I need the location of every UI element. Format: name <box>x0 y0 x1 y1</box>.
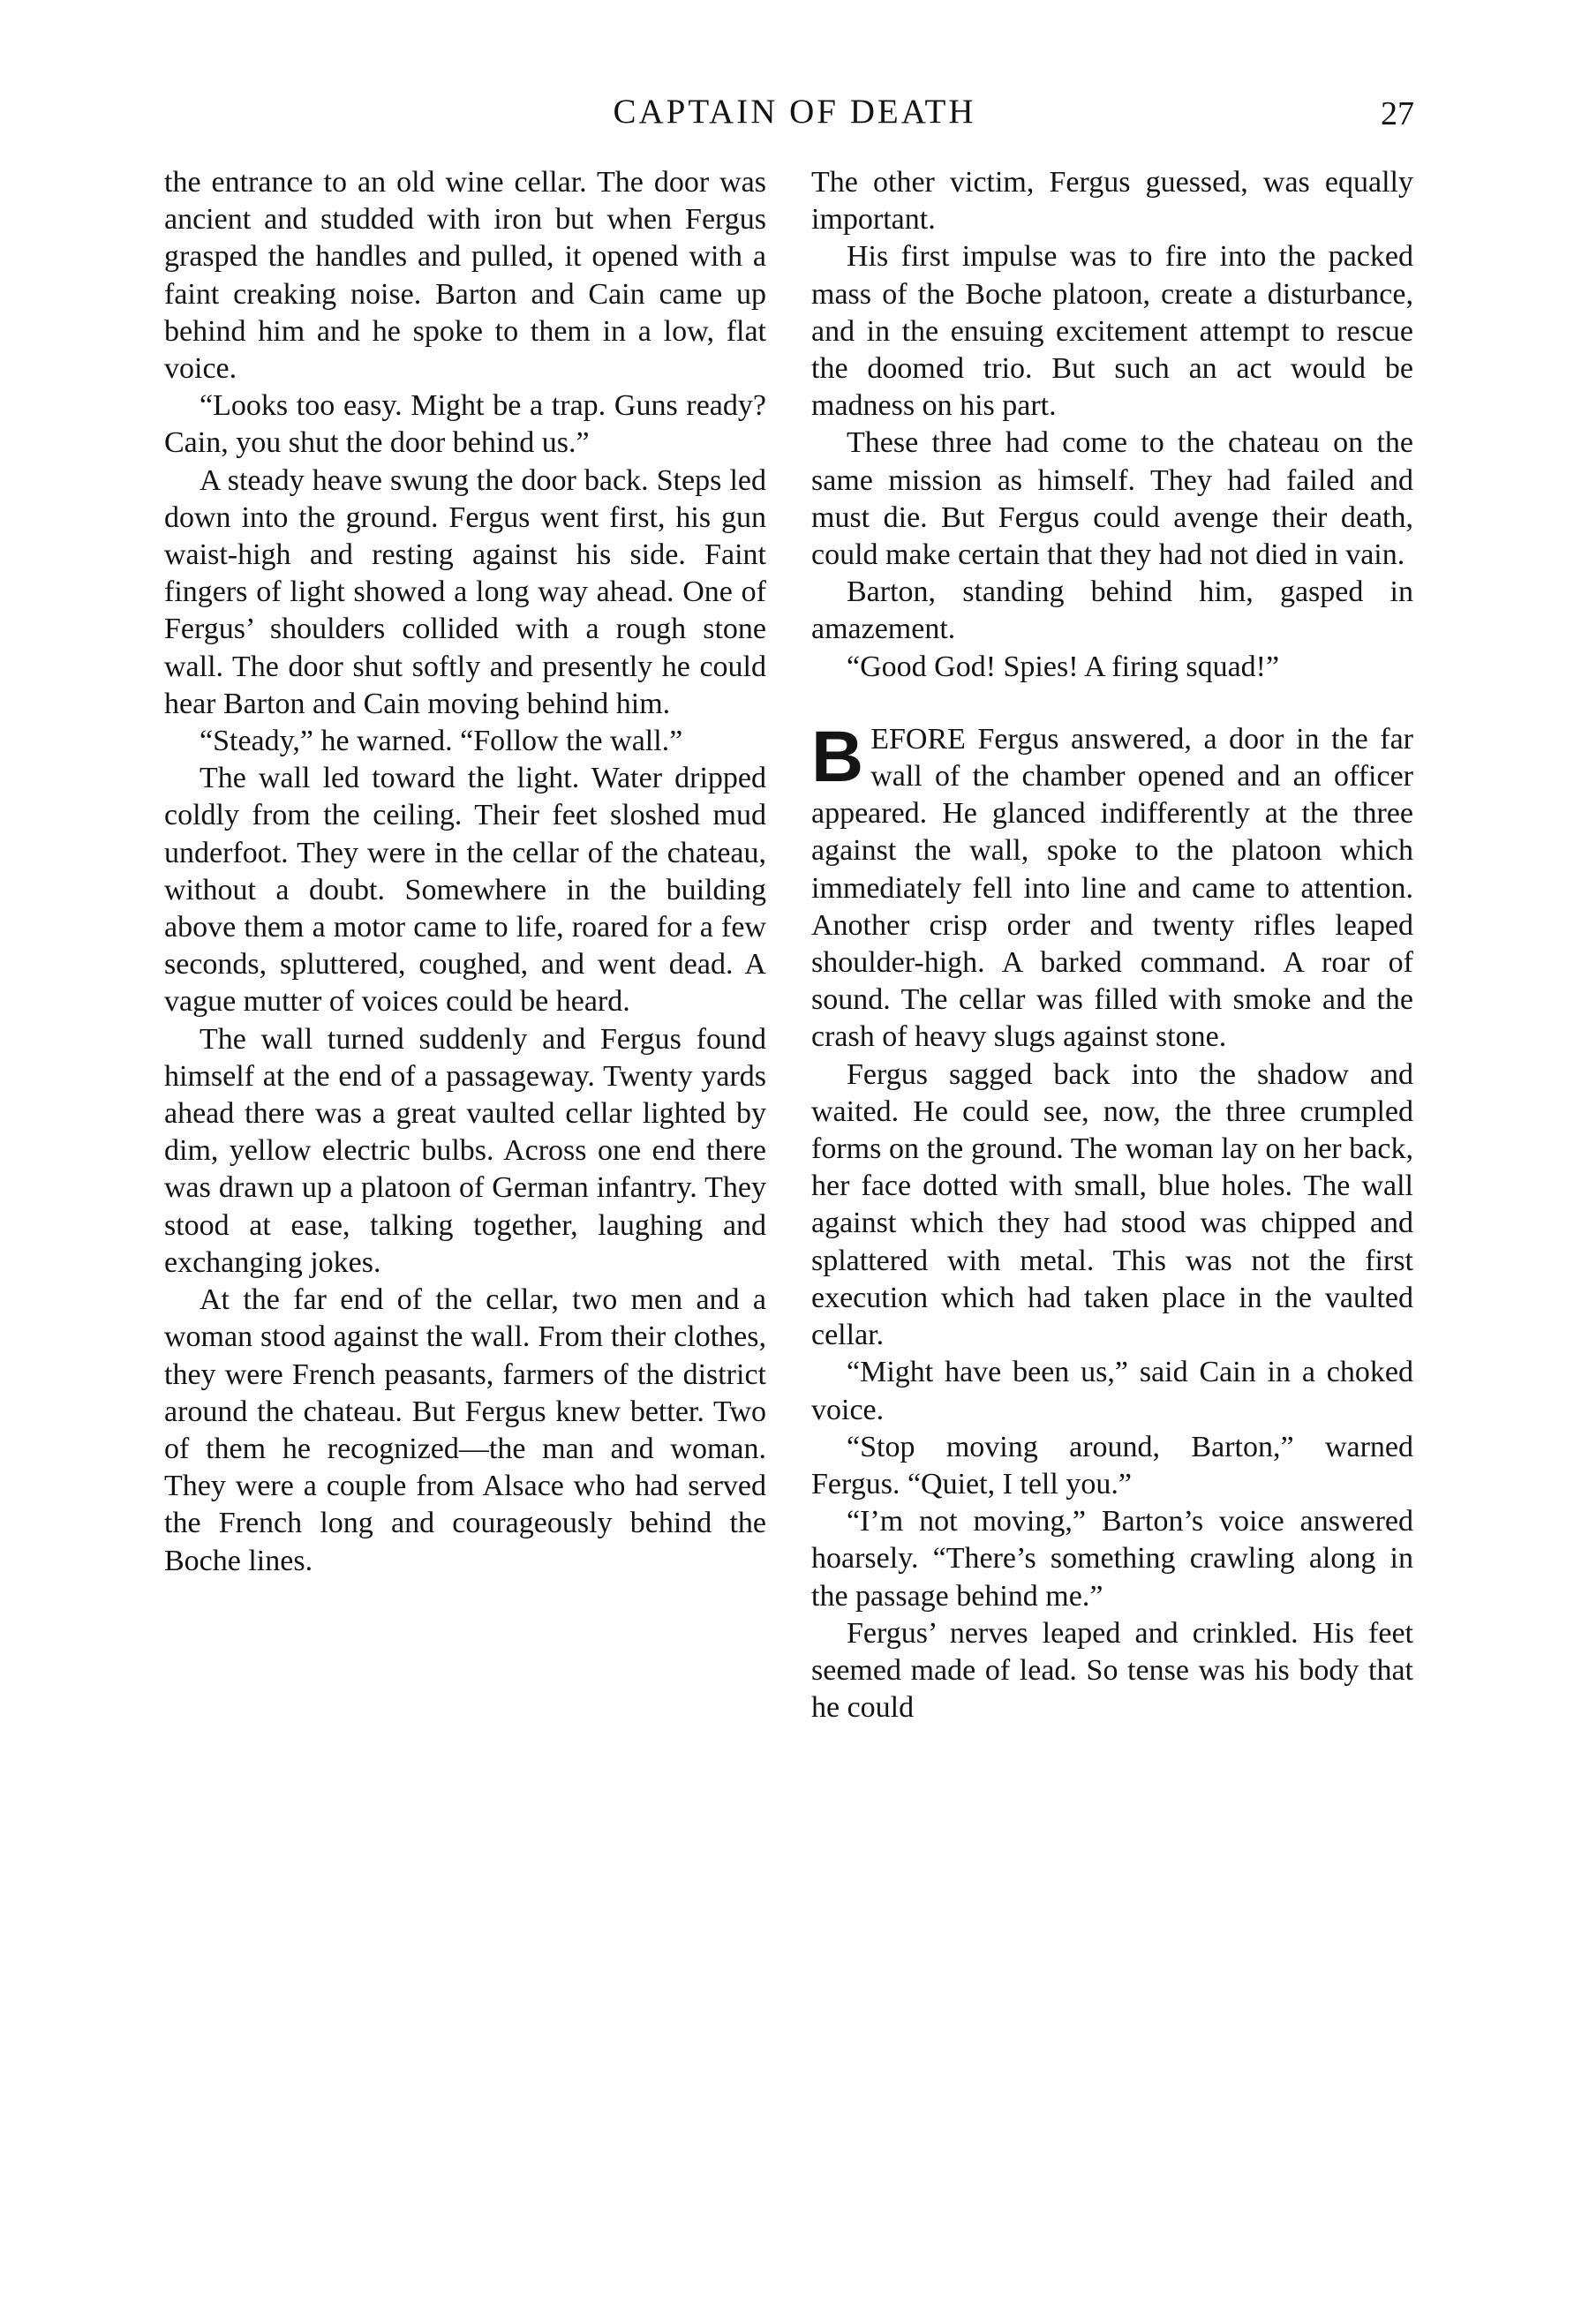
paragraph: “Steady,” he warned. “Follow the wall.” <box>200 725 683 758</box>
paragraph: the entrance to an old wine cellar. The door was ancient and studded with iron but when Fergus grasped the handles and pulled, it opened with a faint creaking noise. Barton and Cain came up behind him and he spoke to them in a low, flat voice. <box>164 166 766 386</box>
paragraph: A steady heave swung the door back. Steps led down into the ground. Fergus went first, his gun waist-high and resting against his side. Faint fingers of light showed a long way ahead. One of Fergus’ shoulders collided with a rough stone wall. The door shut softly and presently he could hear Barton and Cain moving behind him. <box>164 463 766 720</box>
paragraph: The other victim, Fergus guessed, was equally important. <box>811 166 1413 237</box>
paragraph: These three had come to the chateau on the same mission as himself. They had failed and must die. But Fergus could avenge their death, could make certain that they had not died in vain. <box>811 426 1413 572</box>
paragraph: The wall turned suddenly and Fergus found himself at the end of a passageway. Twenty yards ahead there was a great vaulted cellar lighted by dim, yellow electric bulbs. Across one end there was drawn up a platoon of German infantry. They stood at ease, talking together, laughing and exchanging jokes. <box>164 1022 766 1279</box>
running-head <box>0 90 1589 143</box>
paragraph: The wall led toward the light. Water dripped coldly from the ceiling. Their feet sloshed mud underfoot. They were in the cellar of the chateau, without a doubt. Somewhere in the building above them a motor came to life, roared for a few seconds, spluttered, coughed, and went dead. A vague mutter of voices could be heard. <box>164 762 766 1019</box>
paragraph: “I’m not moving,” Barton’s voice answered hoarsely. “There’s something crawling along in the passage behind me.” <box>811 1505 1413 1613</box>
paragraph: “Stop moving around, Barton,” warned Fergus. “Quiet, I tell you.” <box>811 1430 1413 1500</box>
paragraph: “Good God! Spies! A firing squad!” <box>847 650 1280 683</box>
section-break-paragraph <box>811 716 1413 1057</box>
page-number: 27 <box>1381 95 1414 132</box>
running-title: CAPTAIN OF DEATH <box>613 93 976 131</box>
drop-cap: B <box>811 716 864 797</box>
paragraph: His first impulse was to fire into the packed mass of the Boche platoon, create a disturbance, and in the ensuing excitement attempt to rescue the doomed trio. But such an act would be madness on his part. <box>811 240 1413 423</box>
paragraph: “Looks too easy. Might be a trap. Guns ready? Cain, you shut the door behind us.” <box>164 389 766 460</box>
paragraph: Fergus sagged back into the shadow and waited. He could see, now, the three crumpled forms on the ground. The woman lay on her back, her face dotted with small, blue holes. The wall against which they had stood was chipped and splattered with metal. This was not the first execution which had taken place in the vaulted cellar. <box>811 1057 1413 1352</box>
paragraph: Fergus’ nerves leaped and crinkled. His feet seemed made of lead. So tense was his body that he could <box>811 1616 1413 1725</box>
left-column <box>164 164 766 1580</box>
section-break-text: EFORE Fergus answered, a door in the far wall of the chamber opened and an officer appeared. He glanced indifferently at the three against the wall, spoke to the platoon which immediately fell into line and came to attention. Another crisp order and twenty rifles leaped shoulder-high. A barked command. A roar of sound. The cellar was filled with smoke and the crash of heavy slugs against stone. <box>811 722 1413 1054</box>
right-column <box>811 164 1413 1726</box>
paragraph: “Might have been us,” said Cain in a choked voice. <box>811 1356 1413 1426</box>
paragraph: Barton, standing behind him, gasped in amazement. <box>811 575 1413 646</box>
paragraph: At the far end of the cellar, two men and a woman stood against the wall. From their clothes, they were French peasants, farmers of the district around the chateau. But Fergus knew better. Two of them he recognized—the man and woman. They were a couple from Alsace who had served the French long and courageously behind the Boche lines. <box>164 1283 766 1577</box>
